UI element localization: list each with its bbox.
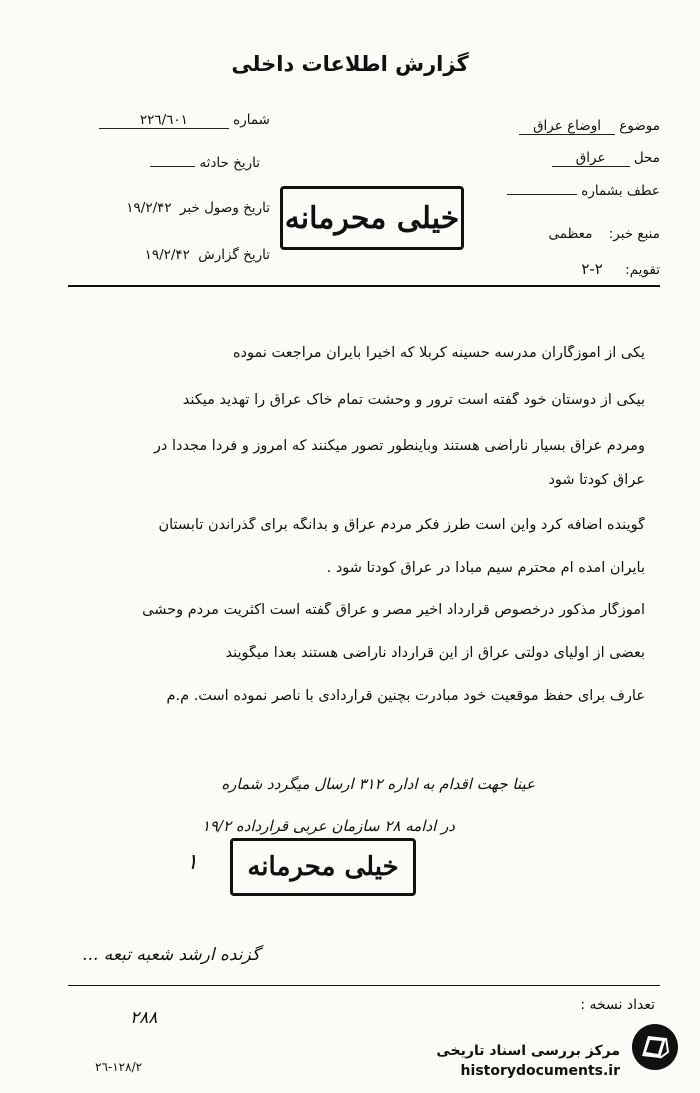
- source-field: [537, 226, 660, 242]
- watermark: [428, 1040, 690, 1088]
- incident-date-blank: [150, 166, 195, 167]
- reference-blank: [507, 194, 577, 195]
- archive-logo-icon: [630, 1022, 680, 1072]
- initials: ۲۸۸: [130, 1008, 158, 1028]
- body-line: گوینده اضافه کرد واین است طرز فکر مردم عراق و بدانگه برای گذراندن تابستان: [158, 517, 645, 533]
- archive-code: ۲٦-۱۲۸/۲: [95, 1060, 143, 1074]
- number-field: [65, 112, 270, 129]
- signature: گزنده ارشد شعبه تبعه ...: [82, 945, 260, 965]
- source-label: منبع خبر:: [608, 226, 660, 242]
- news-receipt-label: تاریخ وصول خبر: [179, 200, 270, 216]
- body-line: بعضی از اولیای دولتی عراق از این قرارداد ناراضی هستند بعدا میگویند: [225, 645, 645, 661]
- body-line: آموزگار مذکور درخصوص قرارداد اخیر مصر و عراق گفته است اکثریت مردم وحشی: [142, 602, 645, 618]
- page-title: گزارش اطلاعات داخلی: [231, 52, 469, 76]
- news-receipt-value: ۱۹/۲/۴۲: [126, 200, 172, 216]
- confidential-stamp: خیلی محرمانه: [280, 186, 464, 250]
- subject-field: [519, 118, 660, 135]
- rating-field: [563, 260, 660, 278]
- location-value: عراق: [552, 150, 630, 167]
- subject-value: اوضاع عراق: [519, 118, 615, 135]
- body-line: بیکی از دوستان خود گفته است ترور و وحشت تمام خاک عراق را تهدید میکند: [182, 392, 645, 408]
- submission-note: عینا جهت اقدام به اداره ۳۱۲ ارسال میگردد شماره: [221, 775, 535, 793]
- rating-value: ۲-۲: [581, 260, 603, 278]
- subject-label: موضوع: [619, 118, 660, 134]
- number-label: شماره: [233, 112, 270, 128]
- source-value: معظمی: [548, 226, 593, 242]
- news-receipt-field: [80, 200, 270, 216]
- watermark-url: historydocuments.ir: [460, 1063, 620, 1079]
- rating-label: تقویم:: [625, 262, 660, 278]
- body-line: عراق کودتا شود: [548, 472, 645, 488]
- body-line: یکی از آموزگاران مدرسه حسینه کربلا که اخیرا بایران مراجعت نموده: [232, 345, 645, 361]
- reference-label: عطف بشماره: [581, 183, 660, 199]
- number-value: ۲۲٦/٦۰۱: [99, 112, 229, 129]
- copies-label: تعداد نسخه :: [580, 997, 655, 1013]
- handwritten-line: در ادامه ۲۸ سازمان عربی قرارداده ۱۹/۲: [201, 817, 455, 835]
- location-field: [552, 150, 660, 167]
- location-label: محل: [633, 150, 660, 166]
- report-date-value: ۱۹/۲/۴۲: [144, 247, 190, 263]
- confidential-stamp-2: خیلی محرمانه: [230, 838, 416, 896]
- stamp-suffix: ۱: [186, 850, 198, 875]
- incident-date-label: تاریخ حادثه: [199, 155, 260, 171]
- body-line: ومردم عراق بسیار ناراضی هستند وباینطور تصور میکنند که امروز و فردا مجدداً در: [153, 438, 645, 454]
- report-date-field: [80, 247, 270, 263]
- report-date-label: تاریخ گزارش: [198, 247, 270, 263]
- body-line: عارف برای حفظ موقعیت خود مبادرت بچنین قراردادی با ناصر نموده است. م.م: [166, 688, 645, 704]
- reference-field: [507, 183, 660, 199]
- header-divider: [68, 285, 660, 287]
- incident-date-field: [130, 155, 260, 171]
- footer-divider: [68, 985, 660, 986]
- watermark-title: مرکز بررسی اسناد تاریخی: [436, 1043, 620, 1059]
- body-line: بایران آمده ام محترم سیم مبادا در عراق کودتا شود .: [326, 560, 645, 576]
